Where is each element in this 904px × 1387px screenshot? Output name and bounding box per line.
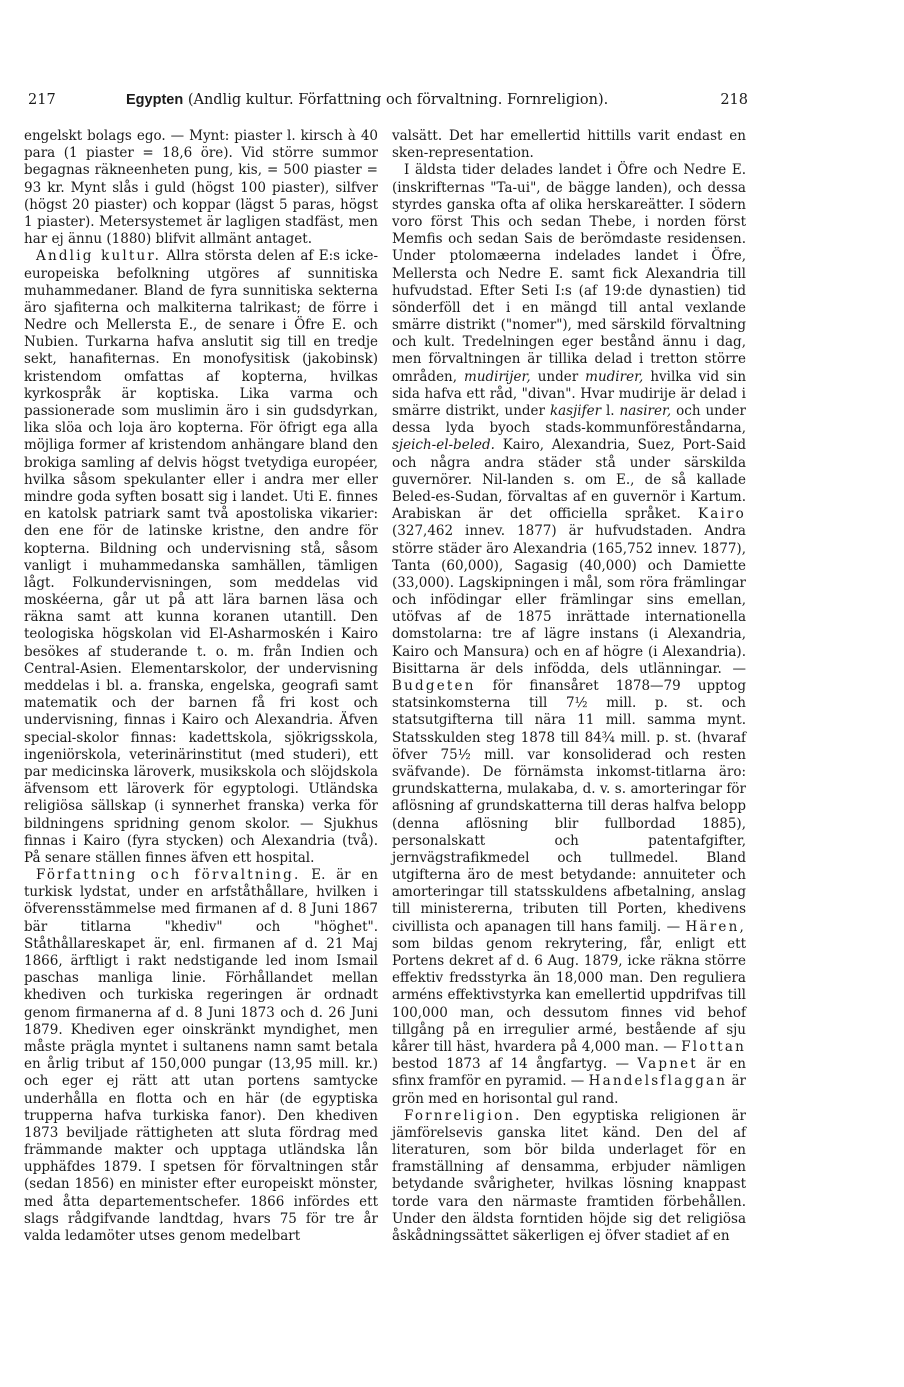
text-run: (327,462 innev. 1877) är hufvudstaden. Andra större städer äro Alexandria (165,752 innev. 1877), Tanta (60,000), Sagasig (40,000) och Damiette (33,000). Lagskipningen i mål, som röra främlingar och infödingar eller främlingar sins emellan, utöfvas af de 1875 inrättade internationella domstolarna: tre af lägre instans (i Alexandria, Kairo och Mansura) och en af högre (i Alexandria). Bisittarna är dels infödda, dels utlänningar. — [392, 523, 746, 677]
paragraph-forfattning [24, 867, 378, 1245]
paragraph-body: E. är en turkisk lydstat, under en arfståthållare, hvilken i öfverensstämmelse med firmanen af d. 8 Juni 1867 bär titlarna "khediv" och "höghet". Ståthållareskapet är, enl. firmanen af d. 21 Maj 1866, ärftligt i rakt nedstigande led inom Ismail paschas manliga linie. Förhållandet mellan khediven och turkiska regeringen är ordnadt genom firmanerna af d. 8 Juni 1873 och d. 26 Juni 1879. Khediven eger oinskränkt myndighet, men måste prägla myntet i sultanens namn samt betala en årlig tribut af 150,000 pungar (13,95 mill. kr.) och eger ej rätt att utan portens samtycke underhålla en flotta och en här (de egyptiska trupperna hafva turkiska fanor). Den khediven 1873 beviljade rättigheten att sluta fördrag med främmande makter och upptaga utländska lån upphäfdes 1879. I spetsen för förvaltningen står (sedan 1856) en minister efter europeiskt mönster, med åtta departementschefer. 1866 infördes ett slags rådgifvande landtdag, hvars 75 för tre år valda ledamöter utses genom medelbart [24, 867, 378, 1244]
italic-term: nasirer, [619, 403, 672, 419]
spaced-term-vapnet: Vapnet [637, 1056, 698, 1073]
left-column [24, 128, 378, 1245]
title-subtitle: (Andlig kultur. Författning och förvaltning. Fornreligion). [187, 92, 609, 108]
paragraph-forvaltning [392, 162, 746, 1107]
paragraph-mynt: engelskt bolags ego. — Mynt: piaster l. kirsch à 40 para (1 piaster = 18,6 öre). Vid större summor begagnas räkneenheten pung, kis, = 500 piaster = 93 kr. Mynt slås i guld (högst 100 piaster), silfver (högst 20 piaster) och koppar (lägst 5 paras, högst 1 piaster). Metersystemet är lagligen stadfäst, men har ej ännu (1880) blifvit allmänt antaget. [24, 128, 378, 248]
paragraph-body: Den egyptiska religionen är jämförelsevis ganska litet känd. Den del af literaturen, som bör bilda underlaget för en framställning af densamma, erbjuder nämligen betydande svårigheter, hvilkas lösning knappast torde vara den närmaste framtiden förbehållen. Under den äldsta forntiden höjde sig det religiösa åskådningssättet säkerligen ej öfver stadiet af en [392, 1107, 746, 1244]
running-header [0, 88, 904, 114]
page-number-left: 217 [28, 92, 56, 108]
text-run: l. [601, 403, 620, 419]
text-run: är en sfinx framför en pyramid. — [392, 1056, 746, 1090]
paragraph-body: Allra största delen af E:s icke-europeiska befolkning utgöres af sunnitiska muhammedaner. Bland de fyra sunnitiska sekterna äro sjafiterna och malkiterna talrikast; de förre i Nedre och Mellersta E., de senare i Öfre E. och Nubien. Turkarna hafva anslutit sig till en tredje sekt, hanafiternas. En monofysitisk (jakobinsk) kristendom omfattas af kopterna, hvilkas kyrkospråk är koptiska. Lika varma och passionerade som muslimin äro i sin gudsdyrkan, lika slöa och loja äro kopterna. För öfrigt ega alla möjliga former af kristendom anhängare bland den brokiga samling af delvis högst tvetydiga européer, hvilka såsom spekulanter eller i andra mer eller mindre goda syften bosatt sig i landet. Uti E. finnes en katolsk patriark samt två apostoliska vikarier: den ene för de latinske kristne, den andre för kopterna. Bildning och undervisning stå, såsom vanligt i muhammedanska samhällen, tämligen lågt. Folkundervisningen, som meddelas vid moskéerna, går ut på att lära barnen läsa och räkna samt att kunna koranen utantill. Den teologiska högskolan vid El-Asharmoskén i Kairo besökes af studerande t. o. m. från Indien och Central-Asien. Elementarskolor, der undervisning meddelas i bl. a. franska, engelska, geografi samt matematik och der barnen få fri kost och undervisning, finnas i Kairo och Alexandria. Äfven special-skolor finnas: kadettskola, sjökrigsskola, ingeniörskola, veterinärinstitut (med studeri), ett par medicinska läroverk, musikskola och slöjdskola äfvensom ett läroverk för egyptologi. Utländska religiösa sällskap (i synnerhet franska) verka för bildningens spridning genom skolor. — Sjukhus finnas i Kairo (fyra stycken) och Alexandria (två). På senare ställen finnes äfven ett hospital. [24, 248, 379, 866]
italic-term: kasjifer [549, 403, 602, 419]
italic-term: mudirer, [585, 368, 644, 385]
section-heading-forfattning: Författning och förvaltning. [36, 867, 301, 884]
text-run: som bildas genom rekrytering, får, enligt ett Portens dekret af d. 6 Aug. 1879, icke räkna större effektiv fredsstyrka än 18,000 man. Den reguliera arméns effektivstyrka kan emellertid uppdrifvas till 100,000 man, och dessutom finnes vid behof tillgång på en irregulier armé, bestående af sju kårer till häst, hvardera på 4,000 man. — [392, 935, 746, 1055]
right-column [392, 128, 746, 1245]
spaced-term-haren: Hären, [685, 918, 746, 935]
spaced-term-flottan: Flottan [681, 1038, 746, 1055]
text-run: Kairo, Alexandria, Suez, Port-Said och några andra städer stå under särskilda guvernörer. Nil-landen s. om E., de så kallade Beled-es-Sudan, förvaltas af en guvernör i Kartum. Arabiskan är det officiella språket. [392, 437, 746, 523]
italic-term: mudirijer, [464, 368, 531, 385]
text-run: är grön med en horisontal gul rand. [392, 1073, 746, 1107]
text-run: för finansåret 1878—79 upptog statsinkomsterna till 7½ mill. p. st. och statsutgifterna till nära 11 mill. samma mynt. Statsskulden steg 1878 till 84¾ mill. p. st. (hvaraf öfver 75½ mill. var konsoliderad och resten sväfvande). De förnämsta inkomst-titlarna äro: grundskatterna, mulakaba, d. v. s. amorteringar för aflösning af grundskatterna till deras halfva belopp (denna aflösning blir fullbordad 1885), personalskatt och patentafgifter, jernvägstrafikmedel och tullmedel. Bland utgifterna äro de mest betydande: annuiteter och amorteringar till statsskuldens afbetalning, anslag till ministererna, tributen till Porten, khedivens civillista och apanagen till hans familj. — [392, 678, 746, 935]
paragraph-andlig-kultur [24, 248, 378, 867]
text-run: under [530, 368, 586, 385]
text-run: I äldsta tider delades landet i Öfre och Nedre E. (inskrifternas "Ta-ui", de bägge landen), och dessa styrdes ganska ofta af olika herskareätter. I södern voro först This och sedan Thebe, i norden först Memfis och sedan Sais de berömdaste residensen. Under ptolomæerna indelades landet i Öfre, Mellersta och Nedre E. samt fick Alexandria till hufvudstad. Efter Seti I:s (af 19:de dynastien) tid sönderföll det i en mängd till antal vexlande smärre distrikt ("nomer"), med särskild förvaltning och kult. Tredelningen eger bestånd ännu i dag, men förvaltningen är tillika delad i tretton större områden, [392, 162, 746, 385]
italic-term: sjeich-el-beled. [392, 437, 495, 454]
section-heading-fornreligion: Fornreligion. [404, 1107, 522, 1124]
spaced-term-handelsflaggan: Handelsflaggan [588, 1073, 728, 1090]
paragraph-fornreligion [392, 1108, 746, 1246]
title-word: Egypten [126, 92, 184, 108]
text-run: hvilka vid sin sida hafva ett råd, "divan". Hvar mudirije är delad i smärre distrikt, under [392, 368, 747, 419]
text-run: bestod 1873 af 14 ångfartyg. — [392, 1056, 638, 1073]
running-title [126, 92, 608, 108]
section-heading-andlig-kultur: Andlig kultur. [36, 248, 162, 265]
spaced-term-kairo: Kairo [697, 506, 746, 523]
page-number-right: 218 [720, 92, 748, 108]
paragraph-continuation: valsätt. Det har emellertid hittills varit endast en sken-representation. [392, 128, 746, 162]
text-run: och under dessa lyda byoch stads-kommunföreståndarna, [392, 403, 746, 437]
spaced-term-budgeten: Budgeten [392, 678, 476, 694]
